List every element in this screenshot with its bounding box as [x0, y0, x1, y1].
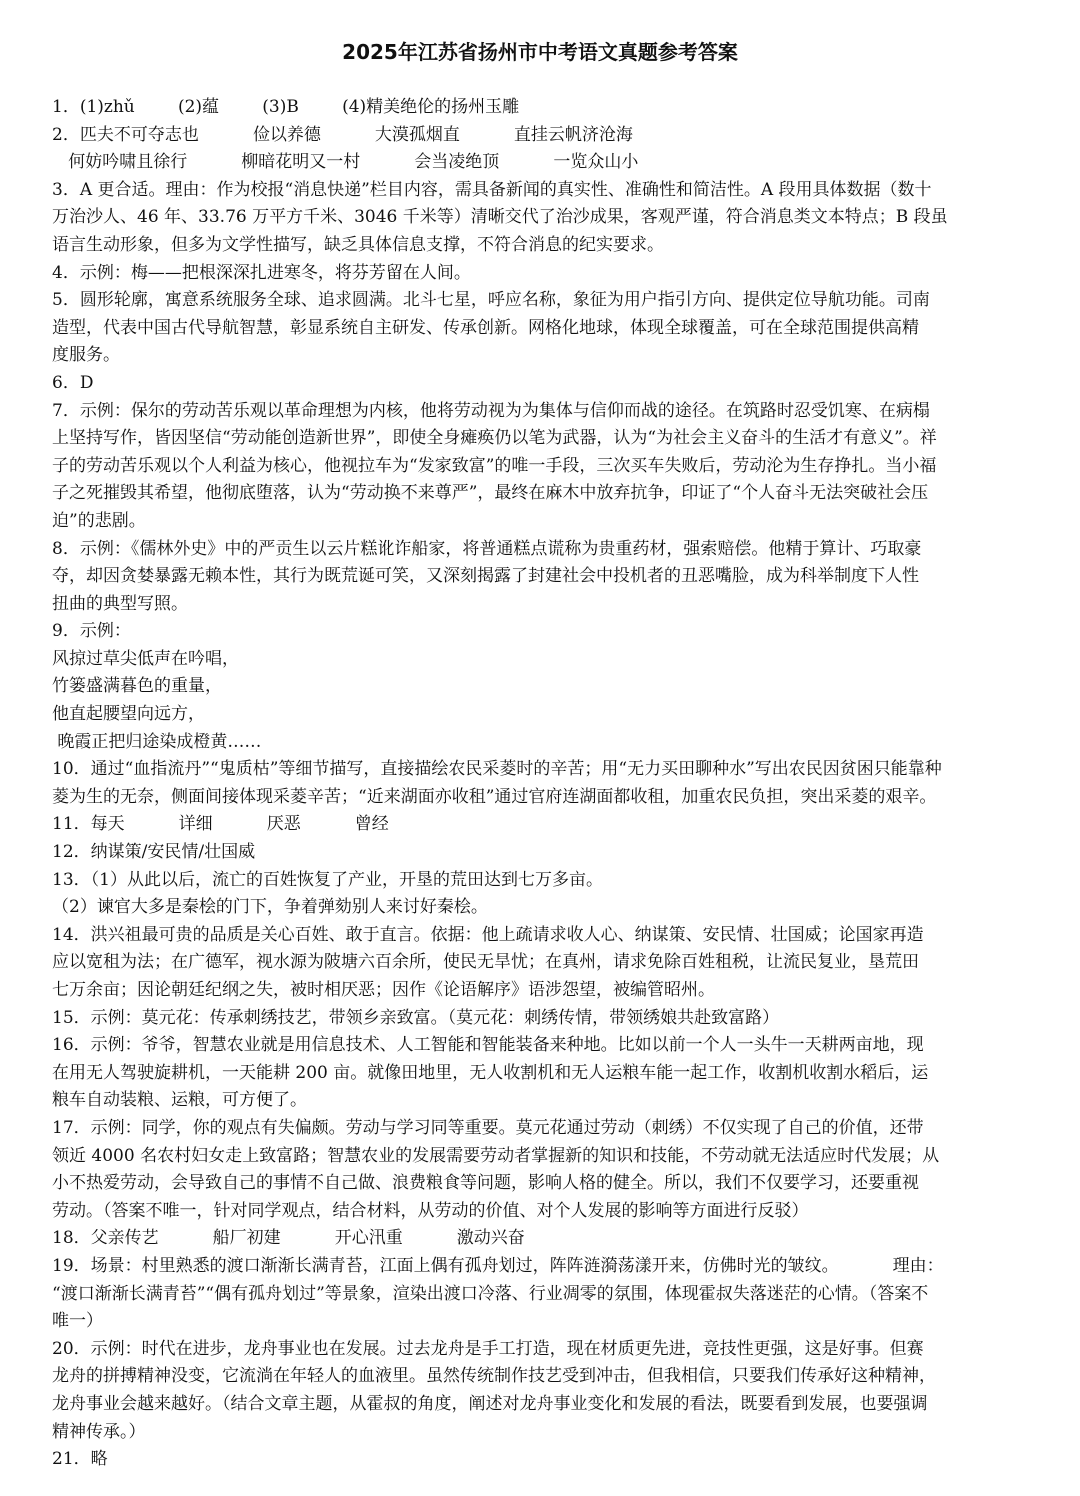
answer-line: 13．（1）从此以后，流亡的百姓恢复了产业，开垦的荒田达到七万多亩。 [52, 869, 603, 890]
answer-line: 2．匹夫不可夺志也 俭以养德 大漠孤烟直 直挂云帆济沧海 [52, 124, 633, 145]
answer-line: 17．示例：同学，你的观点有失偏颇。劳动与学习同等重要。莫元花通过劳动（刺绣）不仅实现了自己的价值，还带 [52, 1117, 924, 1138]
answer-line: 子的劳动苦乐观以个人利益为核心，他视拉车为“发家致富”的唯一手段，三次买车失败后，劳动沦为生存挣扎。当小福 [52, 455, 937, 476]
answer-line: 唯一） [52, 1311, 103, 1332]
answer-line: 20．示例：时代在进步，龙舟事业也在发展。过去龙舟是手工打造，现在材质更先进，竞技性更强，这是好事。但赛 [52, 1338, 924, 1359]
answer-line: 万治沙人、46 年、33.76 万平方千米、3046 千米等）清晰交代了治沙成果，客观严谨，符合消息类文本特点；B 段虽 [52, 207, 948, 228]
answer-line: 竹篓盛满暮色的重量， [52, 676, 222, 697]
answer-line: 扭曲的典型写照。 [52, 593, 188, 614]
answer-line: 12．纳谋策/安民情/壮国威 [52, 842, 256, 863]
answer-line: 4．示例：梅——把根深深扎进寒冬，将芬芳留在人间。 [52, 262, 471, 283]
answer-line: 9．示例： [52, 621, 131, 642]
answer-line: 上坚持写作，皆因坚信“劳动能创造新世界”，即使全身瘫痪仍以笔为武器，认为“为社会主义奋斗的生活才有意义”。祥 [52, 428, 937, 449]
answer-line: 风掠过草尖低声在吟唱， [52, 648, 239, 669]
answer-line: 小不热爱劳动，会导致自己的事情不自己做、浪费粮食等问题，影响人格的健全。所以，我们不仅要学习，还要重视 [52, 1173, 919, 1194]
answer-line: 粮车自动装粮、运粮，可方便了。 [52, 1090, 307, 1111]
answer-line: 8．示例：《儒林外史》中的严贡生以云片糕讹诈船家，将普通糕点谎称为贵重药材，强索赔偿。他精于算计、巧取豪 [52, 538, 922, 559]
answer-line: 18．父亲传艺 船厂初建 开心汛重 激动兴奋 [52, 1228, 525, 1249]
answer-line: 10．通过“血指流丹”“鬼质枯”等细节描写，直接描绘农民采菱时的辛苦；用“无力买田聊种水”写出农民因贫困只能靠种 [52, 759, 942, 780]
answer-line: 龙舟的拼搏精神没变，它流淌在年轻人的血液里。虽然传统制作技艺受到冲击，但我相信，只要我们传承好这种精神， [52, 1366, 936, 1387]
answer-line: 语言生动形象，但多为文学性描写，缺乏具体信息支撑，不符合消息的纪实要求。 [52, 234, 664, 255]
answer-line: 14．洪兴祖最可贵的品质是关心百姓、敢于直言。依据：他上疏请求收人心、纳谋策、安民情、壮国威；论国家再造 [52, 924, 924, 945]
answer-line: “渡口渐渐长满青苔”“偶有孤舟划过”等景象，渲染出渡口冷落、行业凋零的氛围，体现霍叔失落迷茫的心情。（答案不 [52, 1283, 929, 1304]
answer-line: 应以宽租为法；在广德军，视水源为陂塘六百余所，使民无旱忧；在真州，请求免除百姓租税，让流民复业，垦荒田 [52, 952, 919, 973]
answer-line: 1．(1)zhǔ (2)蕴 (3)B (4)精美绝伦的扬州玉雕 [52, 97, 520, 117]
answer-line: 在用无人驾驶旋耕机，一天能耕 200 亩。就像田地里，无人收割机和无人运粮车能一起工作，收割机收割水稻后，运 [52, 1062, 929, 1083]
answer-line: 迫”的悲剧。 [52, 510, 146, 531]
answer-line: 劳动。（答案不唯一，针对同学观点，结合材料，从劳动的价值、对个人发展的影响等方面进行反驳） [52, 1200, 809, 1221]
answer-line: 19．场景：村里熟悉的渡口渐渐长满青苔，江面上偶有孤舟划过，阵阵涟漪荡漾开来，仿佛时光的皱纹。 理由： [52, 1255, 944, 1276]
answer-line: 子之死摧毁其希望，他彻底堕落，认为“劳动换不来尊严”，最终在麻木中放弃抗争，印证了“个人奋斗无法突破社会压 [52, 483, 929, 504]
answer-line: 15．示例：莫元花：传承刺绣技艺，带领乡亲致富。（莫元花：刺绣传情，带领绣娘共赴致富路） [52, 1007, 780, 1028]
page-title: 2025年江苏省扬州市中考语文真题参考答案 [342, 40, 738, 64]
answer-line: 21．略 [52, 1449, 108, 1470]
answer-line: 何妨吟啸且徐行 柳暗花明又一村 会当凌绝顶 一览众山小 [52, 152, 639, 173]
answer-line: 11．每天 详细 厌恶 曾经 [52, 814, 389, 835]
answer-line: 5．圆形轮廓，寓意系统服务全球、追求圆满。北斗七星，呼应名称，象征为用户指引方向、提供定位导航功能。司南 [52, 290, 930, 311]
answer-line: 精神传承。） [52, 1421, 146, 1442]
answer-line: 16．示例：爷爷，智慧农业就是用信息技术、人工智能和智能装备来种地。比如以前一个人一头牛一天耕两亩地，现 [52, 1035, 924, 1056]
answer-line: 龙舟事业会越来越好。（结合文章主题，从霍叔的角度，阐述对龙舟事业变化和发展的看法，既要看到发展，也要强调 [52, 1393, 928, 1414]
answer-line: 七万余亩；因论朝廷纪纲之失，被时相厌恶；因作《论语解序》语涉怨望，被编管昭州。 [52, 980, 715, 1000]
answer-line: 度服务。 [52, 345, 120, 366]
answer-line: 6．D [52, 372, 94, 393]
answer-list [52, 94, 1032, 1474]
answer-line: 领近 4000 名农村妇女走上致富路；智慧农业的发展需要劳动者掌握新的知识和技能，不劳动就无法适应时代发展；从 [52, 1145, 940, 1166]
answer-line: 造型，代表中国古代导航智慧，彰显系统自主研发、传承创新。网格化地球，体现全球覆盖，可在全球范围提供高精 [52, 317, 919, 338]
answer-line: 晚霞正把归途染成橙黄…… [52, 731, 262, 752]
answer-line: 3．A 更合适。理由：作为校报“消息快递”栏目内容，需具备新闻的真实性、准确性和简洁性。A 段用具体数据（数十 [52, 179, 932, 200]
answer-line: 他直起腰望向远方， [52, 704, 205, 725]
answer-line: 7．示例：保尔的劳动苦乐观以革命理想为内核，他将劳动视为为集体与信仰而战的途径。在筑路时忍受饥寒、在病榻 [52, 400, 930, 421]
answer-line: （2）谏官大多是秦桧的门下，争着弹劾别人来讨好秦桧。 [52, 897, 488, 918]
answer-line: 菱为生的无奈，侧面间接体现采菱辛苦；“近来湖面亦收租”通过官府连湖面都收租，加重农民负担，突出采菱的艰辛。 [52, 786, 937, 807]
answer-line: 夺，却因贪婪暴露无赖本性，其行为既荒诞可笑，又深刻揭露了封建社会中投机者的丑恶嘴脸，成为科举制度下人性 [52, 566, 919, 587]
